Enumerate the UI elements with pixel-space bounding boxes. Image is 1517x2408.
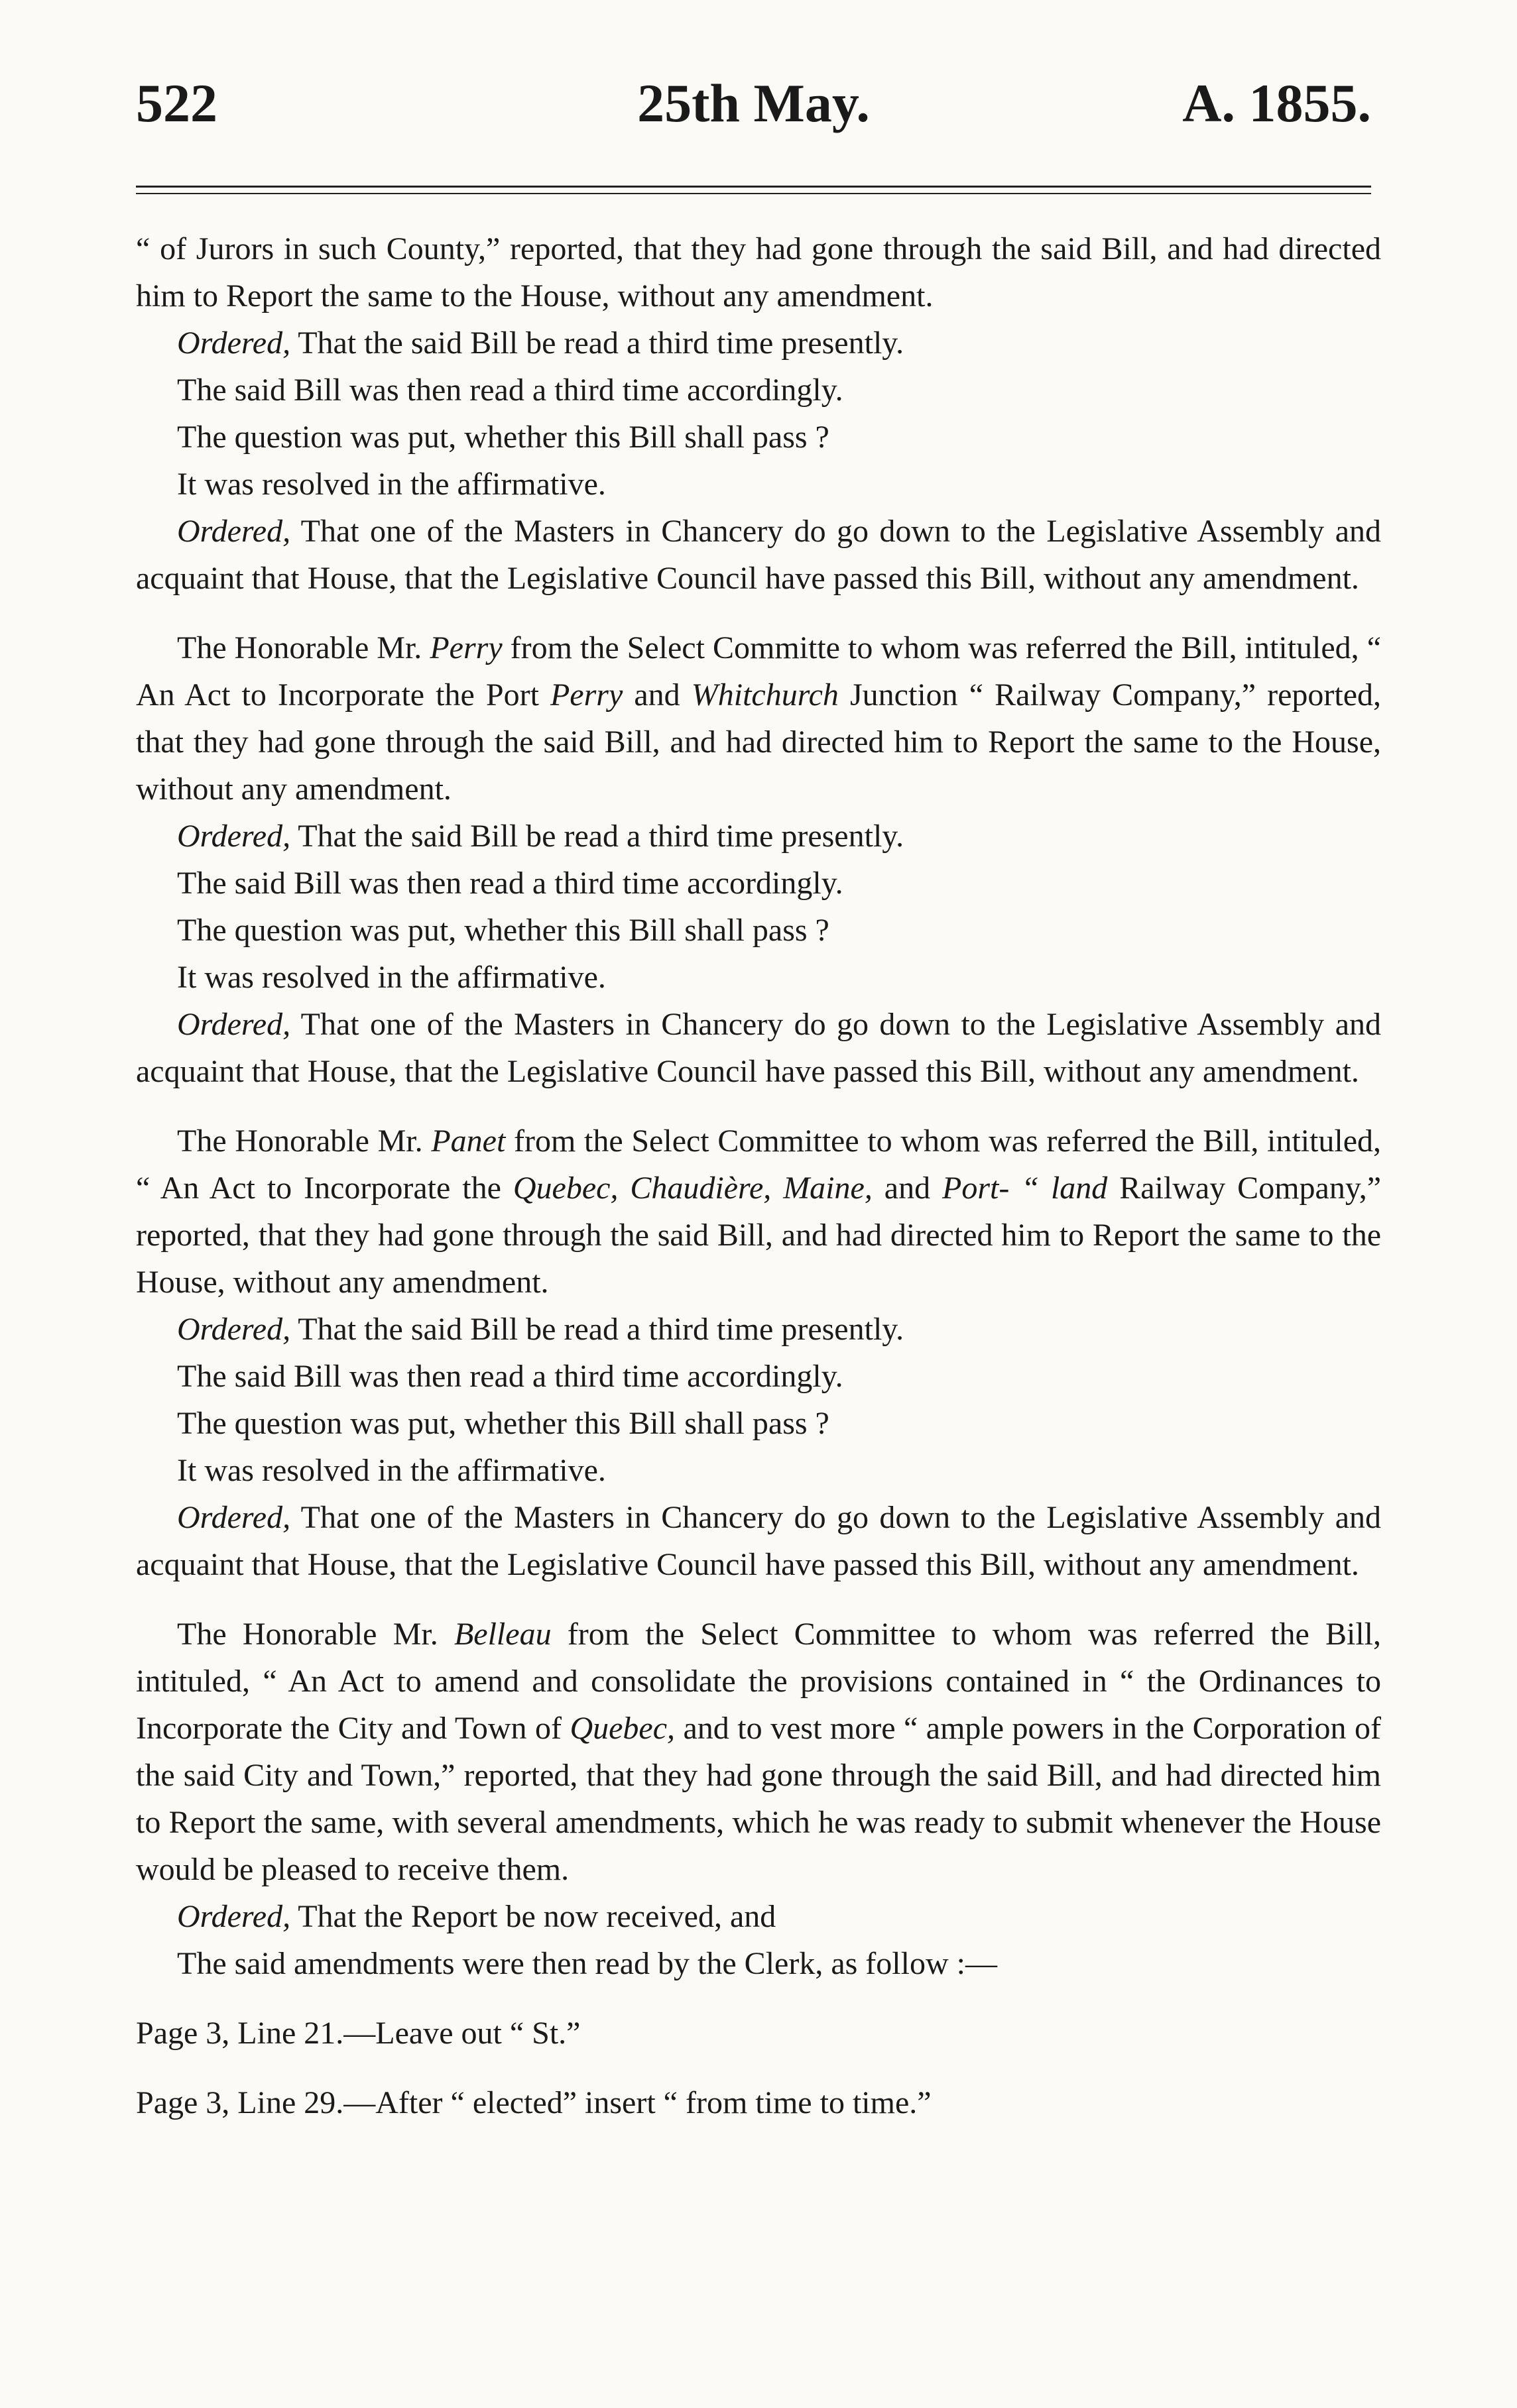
ordered-lead: Ordered, [177,1899,291,1934]
question-line: The question was put, whether this Bill shall pass ? [177,1406,829,1441]
amendment-item: Page 3, Line 21.—Leave out “ St.” [136,2016,581,2051]
amendments-read-line: The said amendments were then read by the Clerk, as follow :— [177,1946,997,1981]
ordered-lead: Ordered, [177,325,291,361]
ordered-lead: Ordered, [177,1007,291,1042]
ordered-lead: Ordered, [177,514,291,549]
continuation-paragraph: “ of Jurors in such County,” reported, that they had gone through the said Bill, and had directed him to Report the same to the House, without any amendment. [136,231,1381,314]
committee-report-paragraph: The Honorable Mr. Panet from the Select Committee to whom was referred the Bill, intituled, “ An Act to Incorporate the Quebec, Chaudière, Maine, and Port- “ land Railway Company,” reported, that they had gone through the said Bill, and had directed him to Report the same to the House, without any amendment. [136,1123,1382,1300]
order-masters: Ordered, That one of the Masters in Chancery do go down to the Legislative Assembly and acquaint that House, that the Legislative Council have passed this Bill, without any amendment. [136,1007,1381,1089]
order-read-third: Ordered, That the said Bill be read a third time presently. [177,1312,904,1347]
bill-block-jurors [136,225,1381,602]
order-read-third: Ordered, That the said Bill be read a third time presently. [177,325,904,361]
page-date: 25th May. [637,73,870,133]
bill-block-quebec-railway [136,1118,1381,1588]
read-third-line: The said Bill was then read a third time accordingly. [177,866,843,901]
ordered-lead: Ordered, [177,1312,291,1347]
committee-report-paragraph: The Honorable Mr. Belleau from the Select Committee to whom was referred the Bill, intituled, “ An Act to amend and consolidate the provisions contained in “ the Ordinances to Incorporate the City and Town of Quebec, and to vest more “ ample powers in the Corporation of the said City and Town,” reported, that they had gone through the said Bill, and had directed him to Report the same, with several amendments, which he was ready to submit whenever the House would be pleased to receive them. [136,1617,1382,1887]
header-rule [136,186,1371,194]
order-report-received: Ordered, That the Report be now received, and [177,1899,776,1934]
member-name: Perry [430,630,503,665]
order-read-third: Ordered, That the said Bill be read a third time presently. [177,819,904,854]
question-line: The question was put, whether this Bill shall pass ? [177,420,829,455]
bill-block-port-perry [136,624,1381,1095]
resolved-line: It was resolved in the affirmative. [177,1453,606,1488]
order-masters: Ordered, That one of the Masters in Chancery do go down to the Legislative Assembly and acquaint that House, that the Legislative Council have passed this Bill, without any amendment. [136,514,1381,596]
read-third-line: The said Bill was then read a third time accordingly. [177,373,843,408]
member-name: Belleau [454,1617,552,1652]
bill-block-quebec-city [136,1611,1381,1987]
page-header [136,0,1371,179]
order-masters: Ordered, That one of the Masters in Chancery do go down to the Legislative Assembly and acquaint that House, that the Legislative Council have passed this Bill, without any amendment. [136,1500,1381,1582]
amendment-item: Page 3, Line 29.—After “ elected” insert “ from time to time.” [136,2085,932,2120]
page-number: 522 [136,73,217,133]
page-year: A. 1855. [1182,73,1371,133]
resolved-line: It was resolved in the affirmative. [177,467,606,502]
question-line: The question was put, whether this Bill shall pass ? [177,913,829,948]
member-name: Panet [431,1123,506,1159]
ordered-lead: Ordered, [177,819,291,854]
journal-body [136,225,1381,2126]
ordered-lead: Ordered, [177,1500,291,1535]
committee-report-paragraph: The Honorable Mr. Perry from the Select Committe to whom was referred the Bill, intituled, “ An Act to Incorporate the Port Perry and Whitchurch Junction “ Railway Company,” reported, that they had gone through the said Bill, and had directed him to Report the same to the House, without any amendment. [136,630,1382,807]
resolved-line: It was resolved in the affirmative. [177,960,606,995]
read-third-line: The said Bill was then read a third time accordingly. [177,1359,843,1394]
